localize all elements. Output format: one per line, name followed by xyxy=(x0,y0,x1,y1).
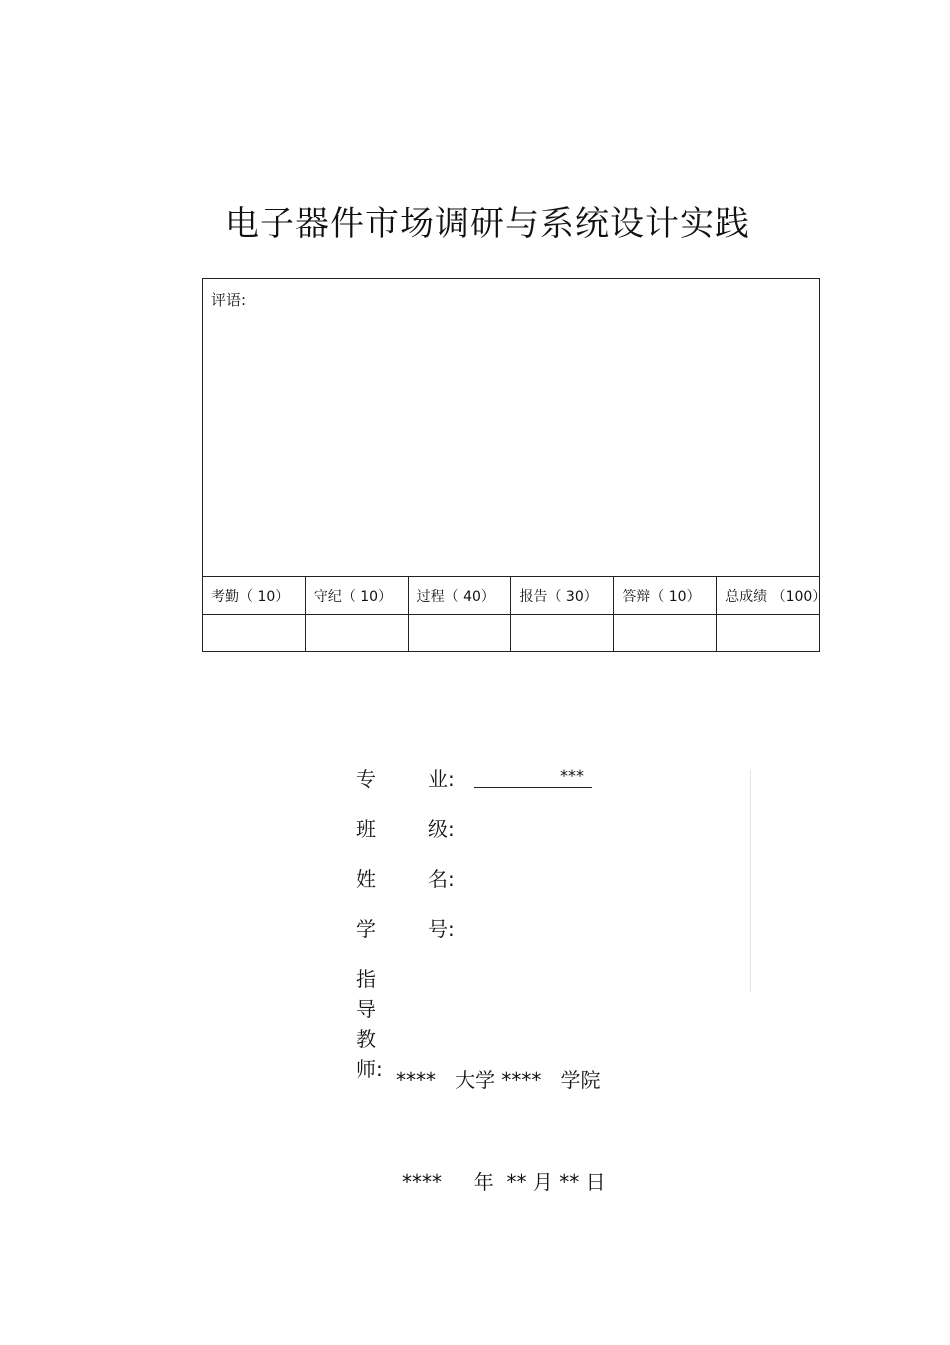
advisor-label: 指导教师: xyxy=(356,967,383,1081)
document-title: 电子器件市场调研与系统设计实践 xyxy=(225,204,750,244)
grading-table xyxy=(202,278,827,652)
header-total: 总成绩 （100） xyxy=(717,577,820,615)
comment-label: 评语: xyxy=(211,291,247,309)
class-label-2: 级: xyxy=(428,817,455,841)
major-label-2: 业: xyxy=(428,767,455,791)
score-process-cell[interactable] xyxy=(408,615,511,652)
comment-row xyxy=(203,279,820,577)
major-value-field[interactable]: *** xyxy=(474,764,592,788)
name-label-1: 姓 xyxy=(356,867,376,891)
school-name: **** 大学 **** 学院 xyxy=(396,1068,601,1092)
document-date: **** 年 ** 月 ** 日 xyxy=(402,1170,606,1194)
score-discipline-cell[interactable] xyxy=(305,615,408,652)
name-label-2: 名: xyxy=(428,867,455,891)
class-label-1: 班 xyxy=(356,817,376,841)
score-header-row xyxy=(203,577,820,615)
header-report: 报告（ 30） xyxy=(511,577,614,615)
header-defense: 答辩（ 10） xyxy=(614,577,717,615)
comment-cell[interactable] xyxy=(203,279,820,577)
score-defense-cell[interactable] xyxy=(614,615,717,652)
header-discipline: 守纪（ 10） xyxy=(305,577,408,615)
score-report-cell[interactable] xyxy=(511,615,614,652)
student-id-label-2: 号: xyxy=(428,917,455,941)
score-total-cell[interactable] xyxy=(717,615,820,652)
major-label-1: 专 xyxy=(356,767,376,791)
score-value-row xyxy=(203,615,820,652)
student-id-label-1: 学 xyxy=(356,917,376,941)
header-attendance: 考勤（ 10） xyxy=(203,577,306,615)
margin-divider xyxy=(750,770,751,992)
header-process: 过程（ 40） xyxy=(408,577,511,615)
score-attendance-cell[interactable] xyxy=(203,615,306,652)
